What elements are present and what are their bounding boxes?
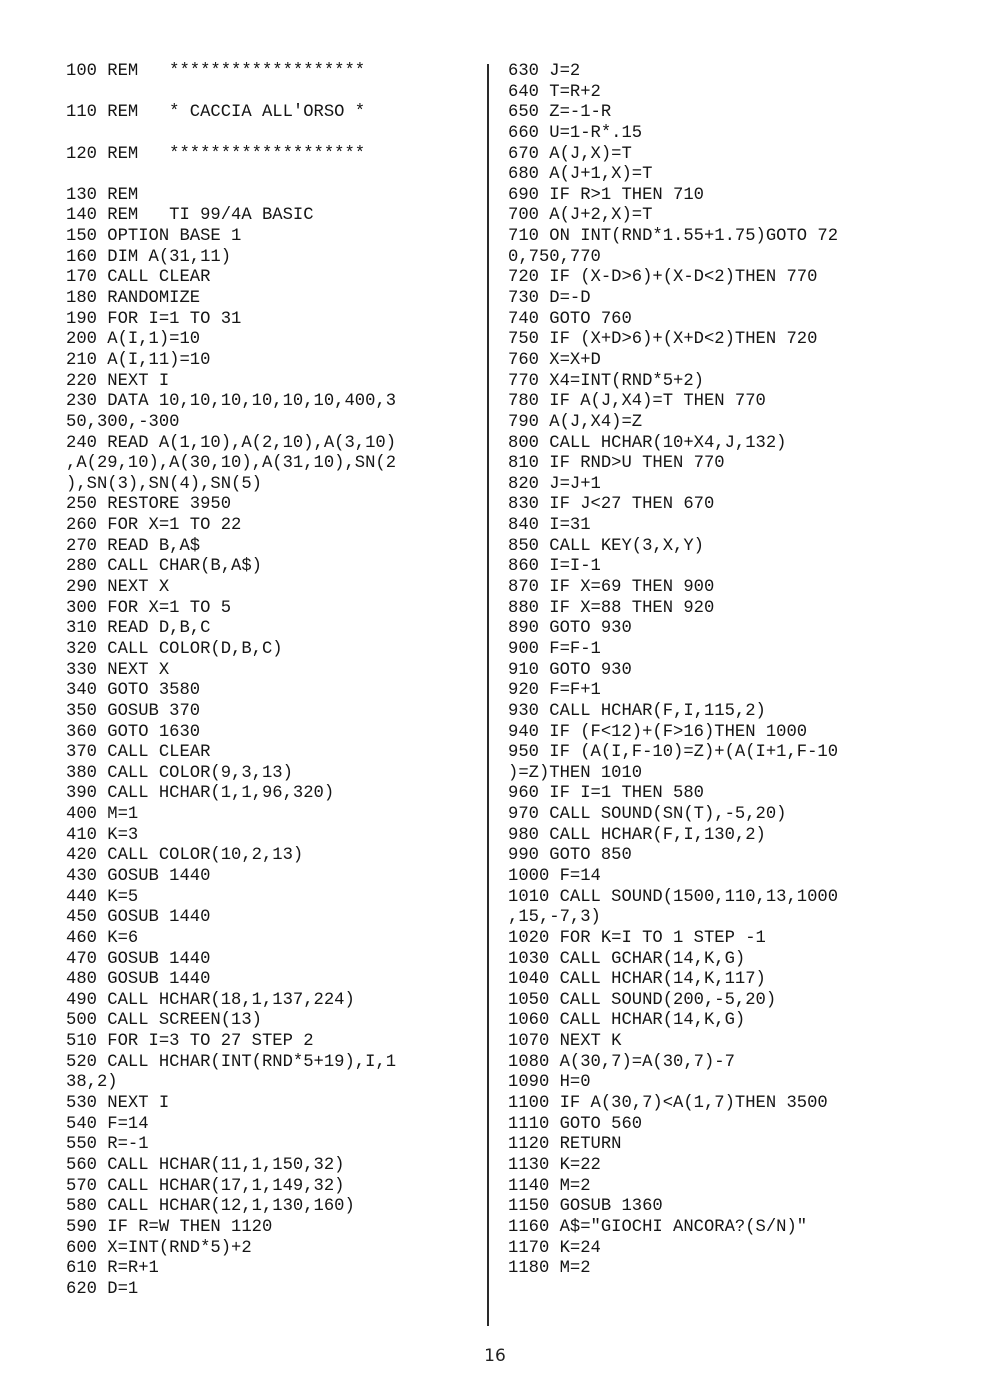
code-line: 480 GOSUB 1440 (66, 970, 211, 990)
code-line: 720 IF (X-D>6)+(X-D<2)THEN 770 (508, 268, 818, 288)
code-line: 430 GOSUB 1440 (66, 866, 211, 886)
code-line: 610 R=R+1 (66, 1259, 159, 1279)
code-line: 420 CALL COLOR(10,2,13) (66, 846, 304, 866)
code-line: 560 CALL HCHAR(11,1,150,32) (66, 1155, 345, 1175)
code-line: 330 NEXT X (66, 660, 170, 680)
code-line: 580 CALL HCHAR(12,1,130,160) (66, 1197, 355, 1217)
code-line: ,15,-7,3) (508, 908, 601, 928)
code-line: 250 RESTORE 3950 (66, 495, 232, 515)
code-line (66, 165, 474, 186)
code-line: 320 CALL COLOR(D,B,C) (66, 639, 283, 659)
code-line: 500 CALL SCREEN(13) (66, 1011, 262, 1031)
code-line: 1000 F=14 (508, 866, 601, 886)
code-line: 100 REM ******************* (66, 62, 366, 81)
code-line: 830 IF J<27 THEN 670 (508, 495, 715, 515)
code-line: 1070 NEXT K (508, 1032, 622, 1052)
code-line: 300 FOR X=1 TO 5 (66, 598, 232, 618)
code-line: 340 GOTO 3580 (66, 681, 201, 701)
code-line: 740 GOTO 760 (508, 309, 632, 329)
code-line: 38,2) (66, 1073, 118, 1093)
code-line: 1170 K=24 (508, 1238, 601, 1258)
code-line: 980 CALL HCHAR(F,I,130,2) (508, 825, 766, 845)
code-line (66, 124, 474, 145)
code-line: 310 READ D,B,C (66, 619, 211, 639)
code-line: 50,300,-300 (66, 412, 180, 432)
code-line: 370 CALL CLEAR (66, 743, 211, 763)
code-line: 1120 RETURN (508, 1135, 622, 1155)
code-line: 1010 CALL SOUND(1500,110,13,1000 (508, 887, 839, 907)
code-line: 1110 GOTO 560 (508, 1114, 643, 1134)
code-line: 1060 CALL HCHAR(14,K,G) (508, 1011, 746, 1031)
code-listing-right (508, 62, 918, 1280)
code-line: 290 NEXT X (66, 578, 170, 598)
code-line: 920 F=F+1 (508, 681, 601, 701)
code-line: 800 CALL HCHAR(10+X4,J,132) (508, 433, 787, 453)
code-line: 650 Z=-1-R (508, 103, 612, 123)
code-line: 660 U=1-R*.15 (508, 123, 643, 143)
code-line: 760 X=X+D (508, 350, 601, 370)
code-line: 220 NEXT I (66, 371, 170, 391)
code-line: 1020 FOR K=I TO 1 STEP -1 (508, 928, 766, 948)
code-line: 600 X=INT(RND*5)+2 (66, 1238, 252, 1258)
code-line: 630 J=2 (508, 62, 581, 81)
code-line: 1140 M=2 (508, 1176, 591, 1196)
code-line: 390 CALL HCHAR(1,1,96,320) (66, 784, 335, 804)
code-line: 590 IF R=W THEN 1120 (66, 1217, 273, 1237)
code-line: 950 IF (A(I,F-10)=Z)+(A(I+1,F-10 (508, 743, 839, 763)
page-number: 16 (484, 1346, 506, 1366)
code-line: 1100 IF A(30,7)<A(1,7)THEN 3500 (508, 1094, 828, 1114)
code-line: 380 CALL COLOR(9,3,13) (66, 763, 293, 783)
code-line: 140 REM TI 99/4A BASIC (66, 206, 314, 226)
code-line (66, 83, 474, 104)
code-line: 130 REM (66, 185, 139, 205)
code-line: 260 FOR X=1 TO 22 (66, 516, 242, 536)
code-line: 970 CALL SOUND(SN(T),-5,20) (508, 805, 787, 825)
code-line: 440 K=5 (66, 887, 139, 907)
code-line: 890 GOTO 930 (508, 619, 632, 639)
code-line: 240 READ A(1,10),A(2,10),A(3,10) (66, 433, 397, 453)
code-line: 450 GOSUB 1440 (66, 908, 211, 928)
code-line: 470 GOSUB 1440 (66, 949, 211, 969)
code-line: 850 CALL KEY(3,X,Y) (508, 536, 704, 556)
code-line: 690 IF R>1 THEN 710 (508, 185, 704, 205)
code-line: 160 DIM A(31,11) (66, 247, 232, 267)
code-line: 570 CALL HCHAR(17,1,149,32) (66, 1176, 345, 1196)
code-line: 1180 M=2 (508, 1259, 591, 1279)
code-line: 150 OPTION BASE 1 (66, 227, 242, 247)
code-line: 670 A(J,X)=T (508, 144, 632, 164)
column-divider (487, 64, 489, 1326)
code-line: 910 GOTO 930 (508, 660, 632, 680)
code-line: 520 CALL HCHAR(INT(RND*5+19),I,1 (66, 1052, 397, 1072)
code-line: )=Z)THEN 1010 (508, 763, 643, 783)
code-line: 840 I=31 (508, 516, 591, 536)
code-line: 620 D=1 (66, 1279, 139, 1299)
code-line: 770 X4=INT(RND*5+2) (508, 371, 704, 391)
code-line: 1130 K=22 (508, 1155, 601, 1175)
code-line: 350 GOSUB 370 (66, 701, 201, 721)
code-line: 960 IF I=1 THEN 580 (508, 784, 704, 804)
code-line: 710 ON INT(RND*1.55+1.75)GOTO 72 (508, 227, 839, 247)
code-line: 230 DATA 10,10,10,10,10,10,400,3 (66, 392, 397, 412)
code-line: ),SN(3),SN(4),SN(5) (66, 474, 262, 494)
code-line: 530 NEXT I (66, 1094, 170, 1114)
code-line: 120 REM ******************* (66, 144, 366, 164)
code-line: 1080 A(30,7)=A(30,7)-7 (508, 1052, 735, 1072)
code-line: 170 CALL CLEAR (66, 268, 211, 288)
code-line: 110 REM * CACCIA ALL'ORSO * (66, 103, 366, 123)
code-line: 280 CALL CHAR(B,A$) (66, 557, 262, 577)
code-line: 700 A(J+2,X)=T (508, 206, 653, 226)
code-line: 790 A(J,X4)=Z (508, 412, 643, 432)
code-line: 510 FOR I=3 TO 27 STEP 2 (66, 1032, 314, 1052)
code-line: 410 K=3 (66, 825, 139, 845)
code-line: 180 RANDOMIZE (66, 289, 201, 309)
code-line: 0,750,770 (508, 247, 601, 267)
code-line: 1040 CALL HCHAR(14,K,117) (508, 970, 766, 990)
code-line: 900 F=F-1 (508, 639, 601, 659)
code-line: 1160 A$="GIOCHI ANCORA?(S/N)" (508, 1217, 808, 1237)
code-line: 1150 GOSUB 1360 (508, 1197, 663, 1217)
code-line: 880 IF X=88 THEN 920 (508, 598, 715, 618)
code-line: 860 I=I-1 (508, 557, 601, 577)
code-line: 270 READ B,A$ (66, 536, 201, 556)
code-line: 870 IF X=69 THEN 900 (508, 578, 715, 598)
code-line: 1090 H=0 (508, 1073, 591, 1093)
code-line: 640 T=R+2 (508, 82, 601, 102)
code-line: 990 GOTO 850 (508, 846, 632, 866)
code-line: 820 J=J+1 (508, 474, 601, 494)
code-line: 400 M=1 (66, 805, 139, 825)
code-line: 1050 CALL SOUND(200,-5,20) (508, 990, 777, 1010)
code-listing-left (66, 62, 474, 1300)
code-line: 930 CALL HCHAR(F,I,115,2) (508, 701, 766, 721)
code-line: ,A(29,10),A(30,10),A(31,10),SN(2 (66, 454, 397, 474)
code-line: 780 IF A(J,X4)=T THEN 770 (508, 392, 766, 412)
code-line: 360 GOTO 1630 (66, 722, 201, 742)
code-line: 190 FOR I=1 TO 31 (66, 309, 242, 329)
code-line: 210 A(I,11)=10 (66, 350, 211, 370)
code-line: 460 K=6 (66, 928, 139, 948)
code-line: 940 IF (F<12)+(F>16)THEN 1000 (508, 722, 808, 742)
code-line: 490 CALL HCHAR(18,1,137,224) (66, 990, 355, 1010)
code-line: 1030 CALL GCHAR(14,K,G) (508, 949, 746, 969)
code-line: 200 A(I,1)=10 (66, 330, 201, 350)
code-line: 680 A(J+1,X)=T (508, 165, 653, 185)
code-line: 550 R=-1 (66, 1135, 149, 1155)
code-line: 540 F=14 (66, 1114, 149, 1134)
code-line: 810 IF RND>U THEN 770 (508, 454, 725, 474)
code-line: 750 IF (X+D>6)+(X+D<2)THEN 720 (508, 330, 818, 350)
code-line: 730 D=-D (508, 289, 591, 309)
